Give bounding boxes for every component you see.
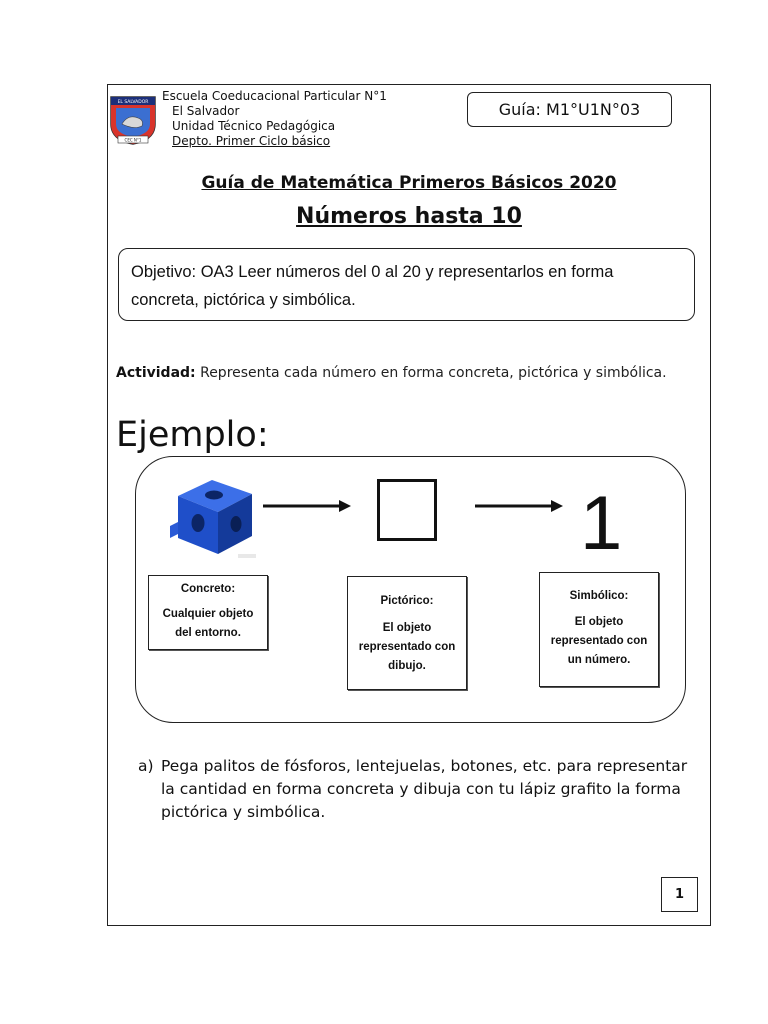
card-title: Simbólico:	[569, 590, 629, 602]
instruction-label: a)	[138, 757, 154, 775]
arrow-right-icon	[263, 496, 353, 516]
card-line: El objeto	[382, 622, 432, 634]
school-crest-icon	[108, 94, 158, 146]
card-line: dibujo.	[388, 660, 426, 672]
svg-text:EL SALVADOR: EL SALVADOR	[117, 99, 149, 105]
guide-code-box	[467, 92, 672, 127]
card-title: Concreto:	[180, 583, 236, 595]
school-unit: Unidad Técnico Pedagógica	[172, 119, 336, 133]
pictoric-square	[377, 479, 437, 541]
activity-text	[116, 364, 676, 383]
svg-text:CEC N°1: CEC N°1	[124, 137, 142, 143]
instruction-text: Pega palitos de fósforos, lentejuelas, botones, etc. para representar la cantidad en forma concreta y dibuja con tu lápiz grafito la forma pictórica y simbólica.	[161, 757, 688, 821]
card-line: representado con	[358, 641, 456, 653]
blue-cube-icon	[168, 468, 260, 564]
activity-label: Actividad:	[116, 365, 196, 381]
page-subtitle: Números hasta 10	[296, 204, 522, 229]
card-line: Cualquier objeto	[162, 608, 254, 620]
school-header	[162, 89, 387, 149]
card-line: El objeto	[574, 616, 624, 628]
activity-description: Representa cada número en forma concreta, pictórica y simbólica.	[195, 365, 667, 381]
card-line: un número.	[567, 654, 631, 666]
school-name: Escuela Coeducacional Particular N°1	[162, 89, 387, 103]
card-title: Pictórico:	[380, 595, 434, 607]
objective-box	[118, 248, 695, 321]
objective-line-1: Objetivo: OA3 Leer números del 0 al 20 y representarlos en forma	[131, 263, 614, 281]
card-line: representado con	[550, 635, 648, 647]
pictoric-card	[347, 576, 467, 690]
symbolic-number: 1	[580, 481, 623, 566]
page-title: Guía de Matemática Primeros Básicos 2020	[201, 173, 617, 193]
symbolic-card	[539, 572, 659, 687]
card-body	[540, 613, 658, 670]
page-number: 1	[674, 887, 685, 902]
guide-code: Guía: M1°U1N°03	[498, 100, 641, 119]
school-city: El Salvador	[172, 104, 240, 118]
instruction-a	[138, 755, 698, 824]
card-line: del entorno.	[175, 627, 241, 639]
page-number-box	[661, 877, 698, 912]
card-body	[348, 619, 466, 676]
concrete-card	[148, 575, 268, 650]
arrow-right-icon	[475, 496, 565, 516]
objective-line-2: concreta, pictórica y simbólica.	[131, 291, 356, 309]
school-department: Depto. Primer Ciclo básico	[172, 134, 331, 148]
card-body	[149, 605, 267, 643]
example-heading: Ejemplo:	[116, 415, 269, 455]
